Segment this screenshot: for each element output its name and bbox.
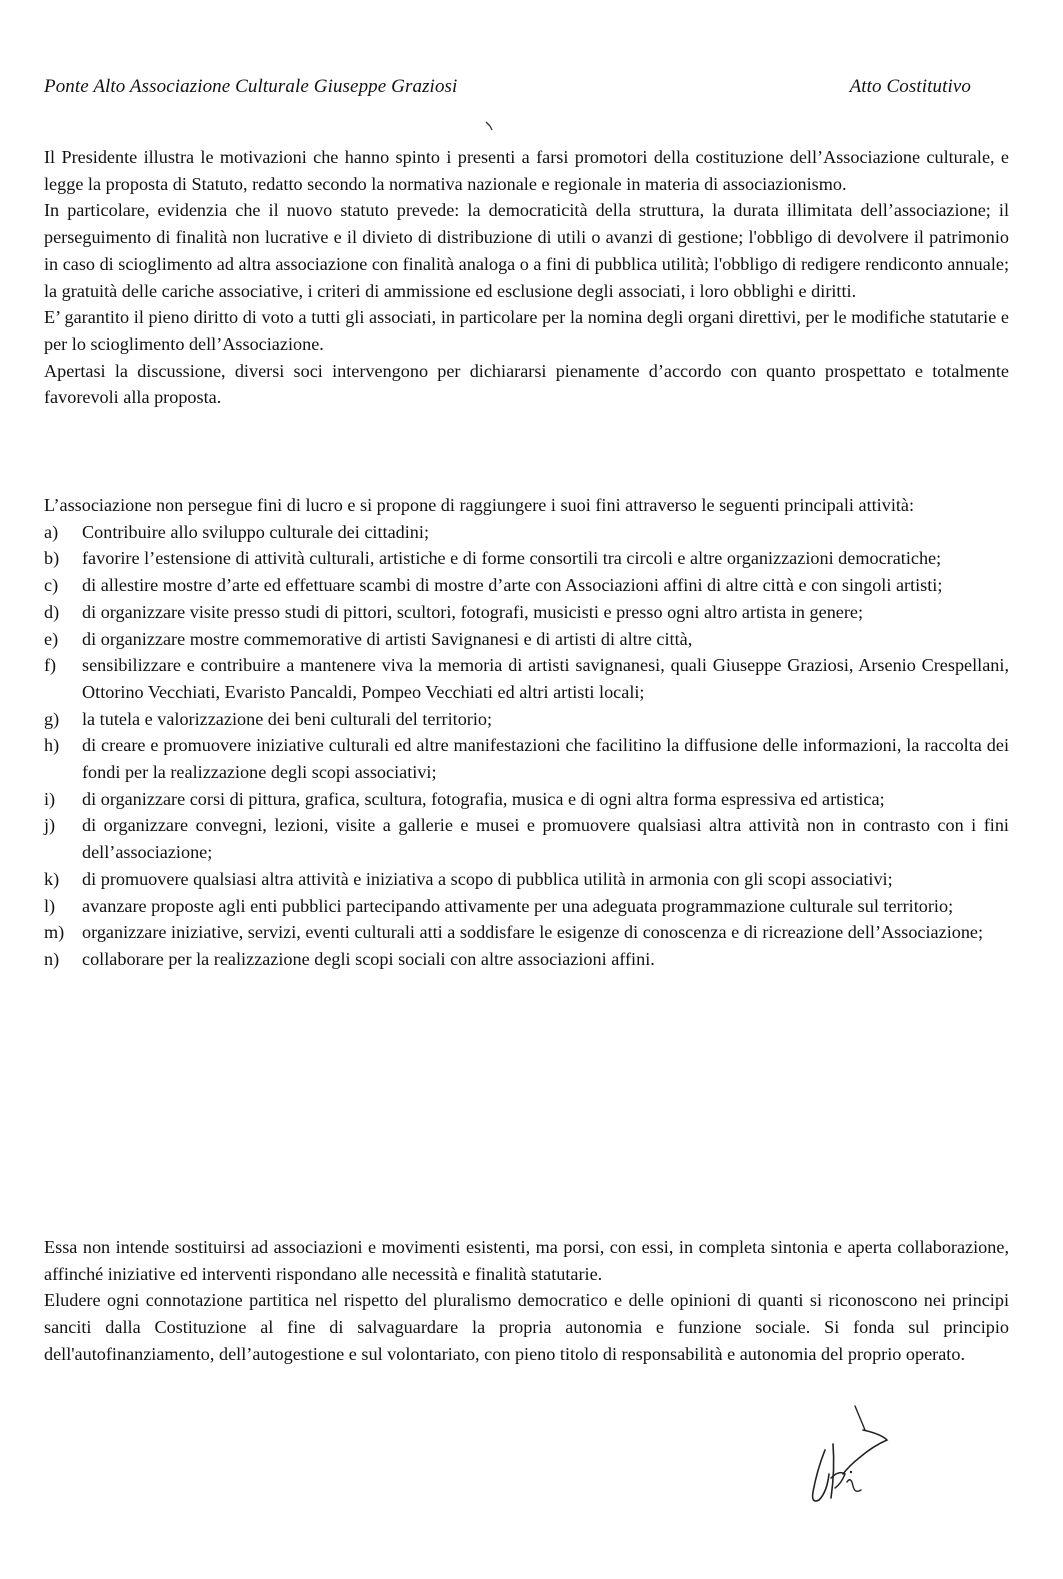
- list-item: [44, 706, 1009, 733]
- list-item-text: organizzare iniziative, servizi, eventi culturali atti a soddisfare le esigenze di conoscenza e di ricreazione dell’Associazione;: [82, 922, 984, 943]
- list-item: [44, 919, 1009, 946]
- list-marker: l): [44, 895, 56, 916]
- list-marker: a): [44, 521, 59, 542]
- list-item-text: di organizzare corsi di pittura, grafica, scultura, fotografia, musica e di ogni altra forma espressiva ed artistica;: [82, 788, 885, 809]
- list-marker: b): [44, 548, 60, 569]
- activities-section: [44, 492, 1009, 973]
- list-marker: c): [44, 575, 59, 596]
- closing-paragraph-2: Eludere ogni connotazione partitica nel rispetto del pluralismo democratico e delle opinioni di quanti si riconoscono nei principi sanciti dalla Costituzione al fine di salvaguardare la propria autonomia e funzione sociale. Si fonda sul principio dell'autofinanziamento, dell’autogestione e sul volontariato, con pieno titolo di responsabilità e autonomia del proprio operato.: [44, 1290, 1009, 1364]
- list-marker: k): [44, 868, 60, 889]
- scan-speck-icon: [483, 118, 497, 132]
- list-item-text: di allestire mostre d’arte ed effettuare scambi di mostre d’arte con Associazioni affini di altre città e con singoli artisti;: [82, 575, 943, 596]
- list-item-text: di organizzare mostre commemorative di artisti Savignanesi e di artisti di altre città,: [82, 628, 693, 649]
- list-item-text: Contribuire allo sviluppo culturale dei cittadini;: [82, 521, 430, 542]
- list-item-text: la tutela e valorizzazione dei beni culturali del territorio;: [82, 708, 493, 729]
- list-marker: f): [44, 655, 57, 676]
- list-item: [44, 572, 1009, 599]
- handwritten-signature-icon: [795, 1400, 905, 1510]
- list-marker: m): [44, 922, 65, 943]
- association-name: Ponte Alto Associazione Culturale Giuseppe Graziosi: [44, 76, 458, 97]
- list-item: [44, 599, 1009, 626]
- list-item-text: favorire l’estensione di attività culturali, artistiche e di forme consortili tra circoli e altre organizzazioni democratiche;: [82, 548, 942, 569]
- list-item-text: collaborare per la realizzazione degli scopi sociali con altre associazioni affini.: [82, 948, 655, 969]
- page-header: [44, 76, 971, 106]
- list-item: [44, 626, 1009, 653]
- intro-paragraph-4: Apertasi la discussione, diversi soci intervengono per dichiararsi pienamente d’accordo con quanto prospettato e totalmente favorevoli alla proposta.: [44, 360, 1009, 408]
- document-type: Atto Costitutivo: [849, 76, 971, 97]
- closing-paragraph-1: Essa non intende sostituirsi ad associazioni e movimenti esistenti, ma porsi, con essi, in completa sintonia e aperta collaborazione, affinché iniziative ed interventi rispondano alle necessità e finalità statutarie.: [44, 1237, 1009, 1284]
- closing-section: [44, 1234, 1009, 1368]
- list-marker: n): [44, 948, 60, 969]
- list-marker: i): [44, 788, 56, 809]
- list-item: [44, 732, 1009, 785]
- list-item: [44, 812, 1009, 865]
- list-marker: e): [44, 628, 59, 649]
- list-item: [44, 519, 1009, 546]
- list-marker: d): [44, 601, 60, 622]
- list-item: [44, 946, 1009, 973]
- list-item-text: avanzare proposte agli enti pubblici partecipando attivamente per una adeguata programmazione culturale sul territorio;: [82, 895, 954, 916]
- list-item-text: di organizzare convegni, lezioni, visite a gallerie e musei e promuovere qualsiasi altra attività non in contrasto con i fini dell’associazione;: [82, 815, 1009, 863]
- list-item-text: di promuovere qualsiasi altra attività e iniziativa a scopo di pubblica utilità in armonia con gli scopi associativi;: [82, 868, 893, 889]
- activities-list: [44, 519, 1009, 973]
- list-marker: h): [44, 735, 60, 756]
- intro-section: [44, 144, 1009, 411]
- list-item-text: di organizzare visite presso studi di pittori, scultori, fotografi, musicisti e presso ogni altro artista in genere;: [82, 601, 864, 622]
- list-item: [44, 652, 1009, 705]
- list-marker: j): [44, 815, 56, 836]
- intro-paragraph-1: Il Presidente illustra le motivazioni che hanno spinto i presenti a farsi promotori della costituzione dell’Associazione culturale, e legge la proposta di Statuto, redatto secondo la normativa nazionale e regionale in materia di associazionismo.: [44, 147, 1009, 194]
- list-item: [44, 866, 1009, 893]
- intro-paragraph-2: In particolare, evidenzia che il nuovo statuto prevede: la democraticità della struttura, la durata illimitata dell’associazione; il perseguimento di finalità non lucrative e il divieto di distribuzione di utili o avanzi di gestione; l'obbligo di devolvere il patrimonio in caso di scioglimento ad altra associazione con finalità analoga o a fini di pubblica utilità; l'obbligo di redigere rendiconto annuale; la gratuità delle cariche associative, i criteri di ammissione ed esclusione degli associati, i loro obblighi e diritti.: [44, 200, 1009, 301]
- activities-intro: L’associazione non persegue fini di lucro e si propone di raggiungere i suoi fini attraverso le seguenti principali attività:: [44, 495, 915, 515]
- list-item: [44, 545, 1009, 572]
- list-item: [44, 893, 1009, 920]
- intro-paragraph-3: E’ garantito il pieno diritto di voto a tutti gli associati, in particolare per la nomina degli organi direttivi, per le modifiche statutarie e per lo scioglimento dell’Associazione.: [44, 307, 1009, 354]
- list-marker: g): [44, 708, 60, 729]
- list-item-text: sensibilizzare e contribuire a mantenere viva la memoria di artisti savignanesi, quali Giuseppe Graziosi, Arsenio Crespellani, Ottorino Vecchiati, Evaristo Pancaldi, Pompeo Vecchiati ed altri artisti locali;: [82, 655, 1009, 702]
- list-item-text: di creare e promuovere iniziative culturali ed altre manifestazioni che facilitino la diffusione delle informazioni, la raccolta dei fondi per la realizzazione degli scopi associativi;: [82, 735, 1009, 783]
- list-item: [44, 786, 1009, 813]
